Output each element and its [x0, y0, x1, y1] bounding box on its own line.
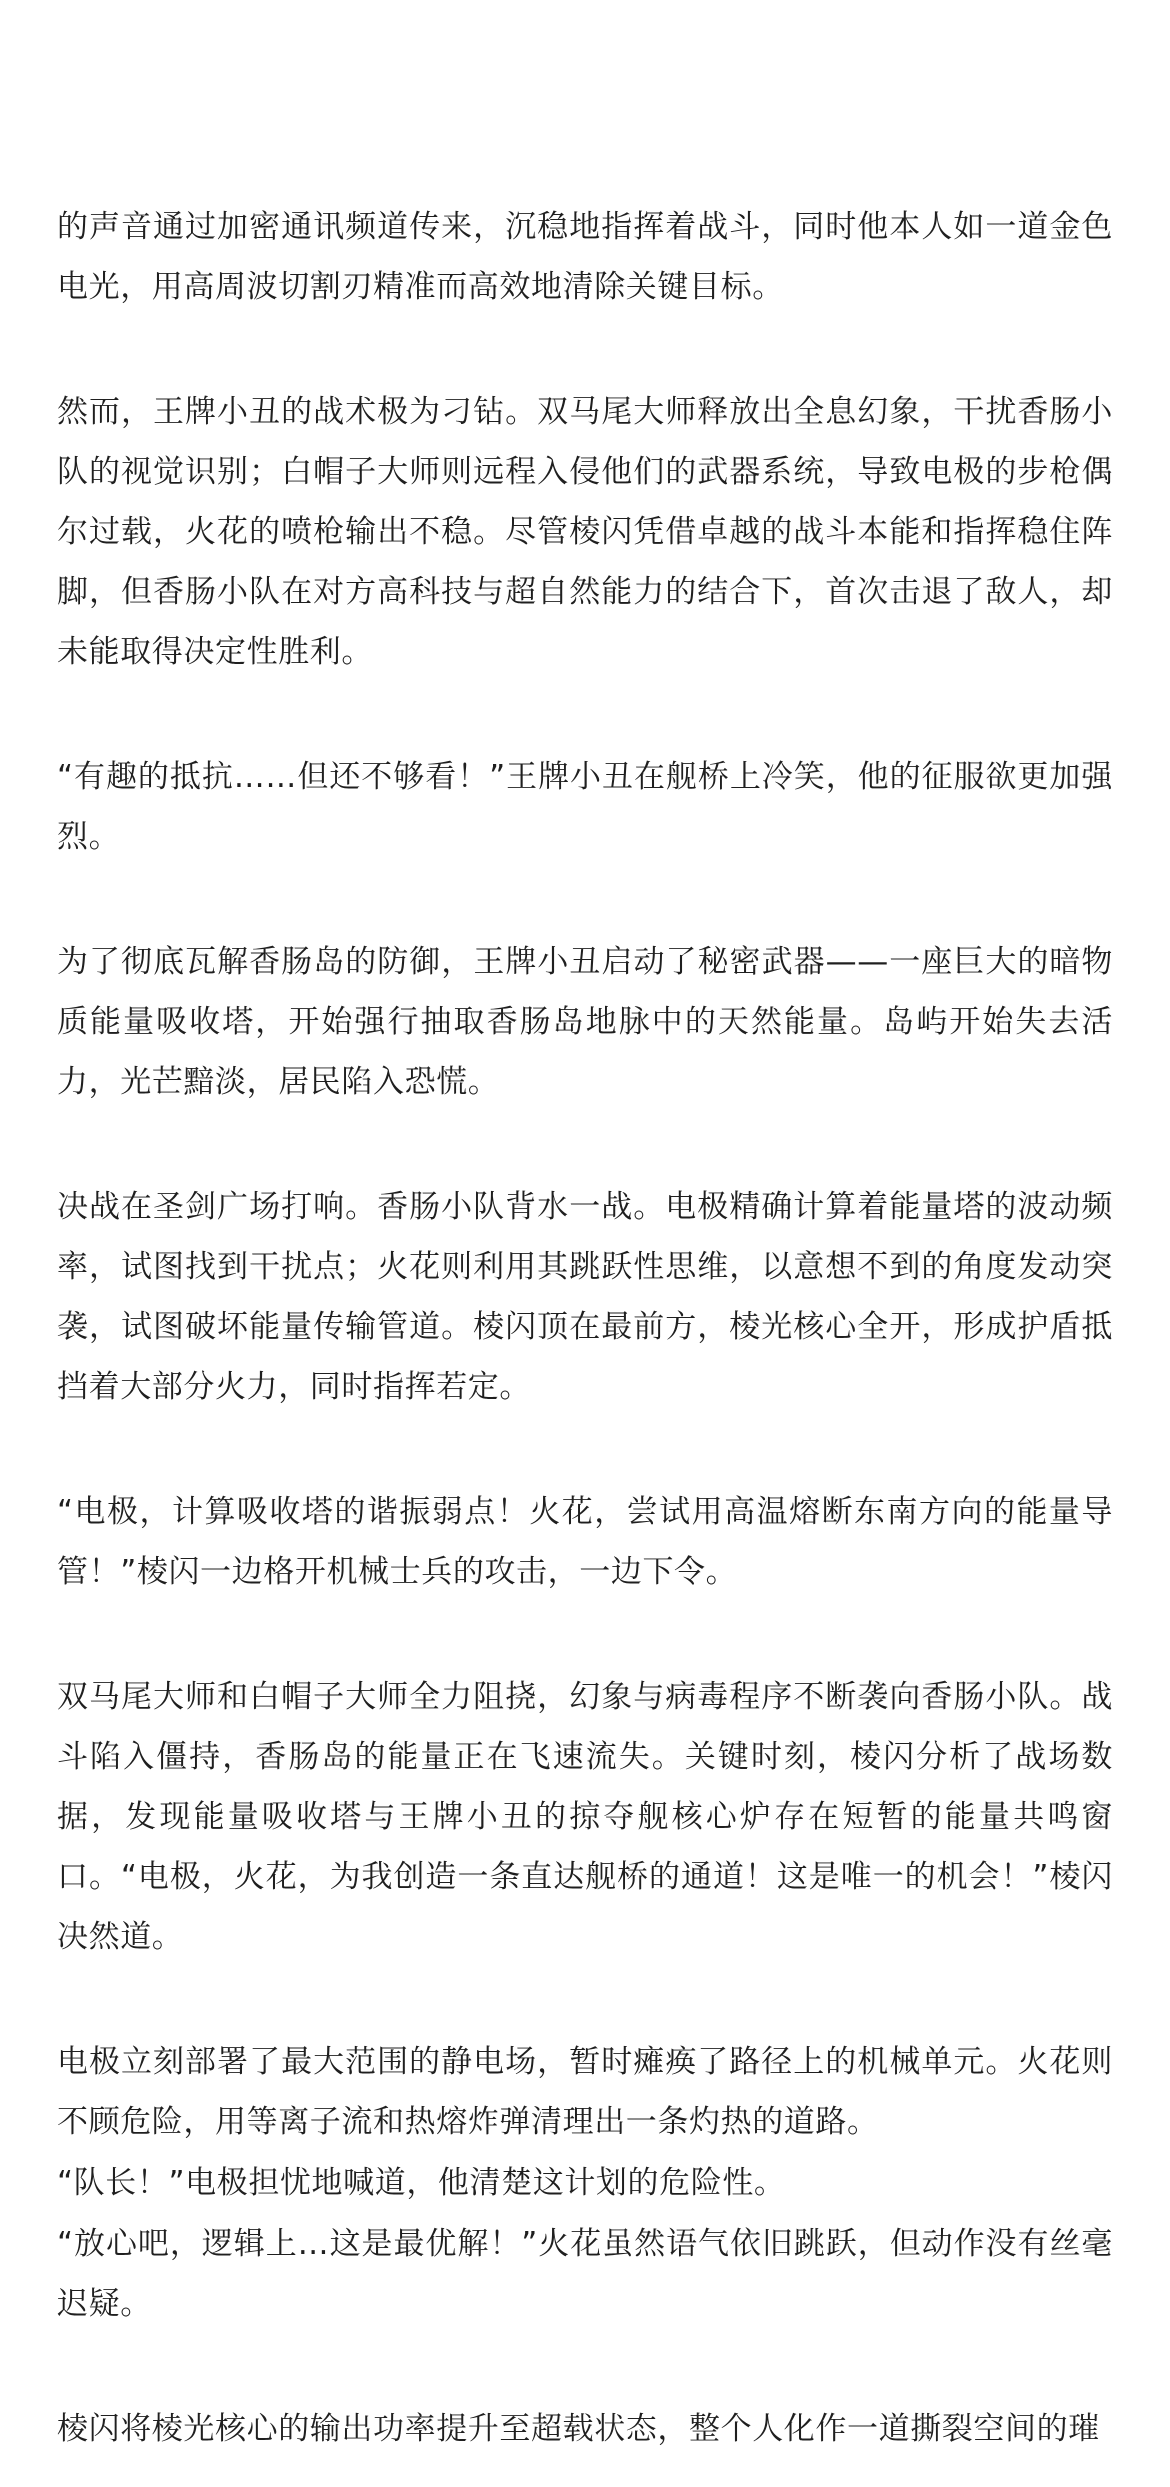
paragraph: 为了彻底瓦解香肠岛的防御，王牌小丑启动了秘密武器——一座巨大的暗物质能量吸收塔，开始强行抽取香肠岛地脉中的天然能量。岛屿开始失去活力，光芒黯淡，居民陷入恐慌。	[57, 944, 1113, 1100]
paragraph: 电极立刻部署了最大范围的静电场，暂时瘫痪了路径上的机械单元。火花则不顾危险，用等离子流和热熔炸弹清理出一条灼热的道路。	[57, 2044, 1113, 2140]
paragraph: “电极，计算吸收塔的谐振弱点！火花，尝试用高温熔断东南方向的能量导管！”棱闪一边格开机械士兵的攻击，一边下令。	[57, 1494, 1113, 1590]
paragraph: 的声音通过加密通讯频道传来，沉稳地指挥着战斗，同时他本人如一道金色电光，用高周波切割刃精准而高效地清除关键目标。	[57, 209, 1113, 305]
paragraph: “队长！”电极担忧地喊道，他清楚这计划的危险性。	[57, 2165, 786, 2201]
paragraph: “有趣的抵抗……但还不够看！”王牌小丑在舰桥上冷笑，他的征服欲更加强烈。	[57, 759, 1113, 855]
paragraph: 决战在圣剑广场打响。香肠小队背水一战。电极精确计算着能量塔的波动频率，试图找到干扰点；火花则利用其跳跃性思维，以意想不到的角度发动突袭，试图破坏能量传输管道。棱闪顶在最前方，棱光核心全开，形成护盾抵挡着大部分火力，同时指挥若定。	[57, 1189, 1113, 1405]
paragraph: 棱闪将棱光核心的输出功率提升至超载状态，整个人化作一道撕裂空间的璀	[57, 2411, 1100, 2447]
article-body	[57, 197, 1113, 2459]
paragraph: “放心吧，逻辑上…这是最优解！”火花虽然语气依旧跳跃，但动作没有丝毫迟疑。	[57, 2226, 1113, 2322]
paragraph: 双马尾大师和白帽子大师全力阻挠，幻象与病毒程序不断袭向香肠小队。战斗陷入僵持，香肠岛的能量正在飞速流失。关键时刻，棱闪分析了战场数据，发现能量吸收塔与王牌小丑的掠夺舰核心炉存在短暂的能量共鸣窗口。“电极，火花，为我创造一条直达舰桥的通道！这是唯一的机会！”棱闪决然道。	[57, 1679, 1113, 1955]
paragraph: 然而，王牌小丑的战术极为刁钻。双马尾大师释放出全息幻象，干扰香肠小队的视觉识别；白帽子大师则远程入侵他们的武器系统，导致电极的步枪偶尔过载，火花的喷枪输出不稳。尽管棱闪凭借卓越的战斗本能和指挥稳住阵脚，但香肠小队在对方高科技与超自然能力的结合下，首次击退了敌人，却未能取得决定性胜利。	[57, 394, 1113, 670]
